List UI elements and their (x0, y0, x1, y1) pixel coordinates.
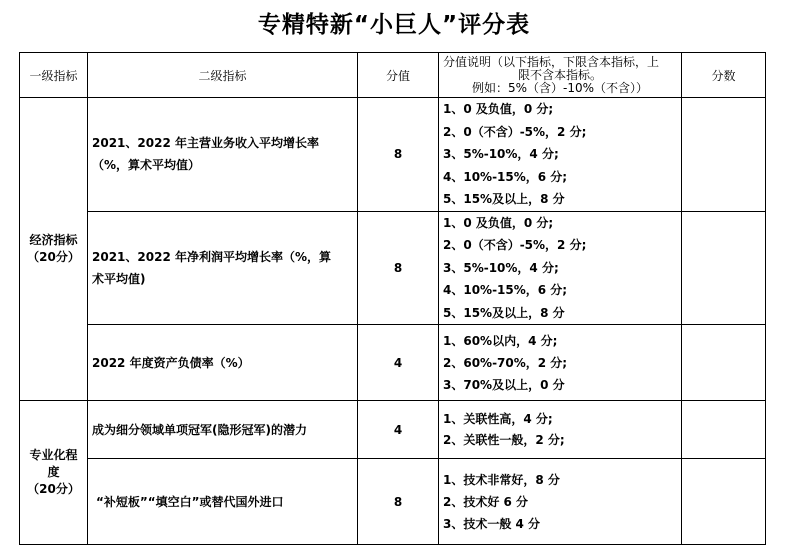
indicator-cell (88, 325, 358, 401)
header-score-notes (439, 53, 682, 98)
table-header-row (20, 53, 766, 98)
score-notes-cell (439, 211, 682, 325)
group-economic (20, 98, 88, 401)
score-cell[interactable] (682, 325, 766, 401)
group-weight: （20分） (27, 482, 80, 496)
indicator-text: 2021、2022 年净利润平均增长率（%，算 (92, 249, 331, 264)
score-cell[interactable] (682, 98, 766, 212)
score-notes-cell (439, 401, 682, 459)
note-line: 2、60%-70%，2 分; (443, 355, 568, 370)
header-note-line2: 限不含本指标。 (517, 67, 602, 82)
indicator-cell (88, 211, 358, 325)
score-value-cell: 4 (358, 325, 439, 401)
score-cell[interactable] (682, 459, 766, 545)
group-weight: （20分） (27, 250, 80, 264)
group-name: 经济指标 (29, 233, 78, 247)
page-title: 专精特新“小巨人”评分表 (257, 12, 531, 38)
table-row (20, 98, 766, 212)
note-line: 1、60%以内，4 分; (443, 333, 558, 348)
note-line: 5、15%及以上，8 分 (443, 192, 565, 206)
group-specialization (20, 401, 88, 545)
score-value-cell: 8 (358, 98, 439, 212)
note-line: 1、关联性高，4 分; (443, 411, 553, 426)
header-note-line3: 例如：5%（含）-10%（不含）） (471, 80, 649, 95)
indicator-text: 2021、2022 年主营业务收入平均增长率 (92, 136, 319, 151)
score-notes-cell (439, 459, 682, 545)
header-note-line1: 分值说明（以下指标，下限含本指标，上 (443, 54, 660, 69)
note-line: 3、5%-10%，4 分; (443, 147, 559, 161)
note-line: 2、技术好 6 分 (443, 494, 529, 509)
note-line: 3、70%及以上，0 分 (443, 377, 565, 392)
indicator-text: （%，算术平均值） (92, 158, 201, 173)
header-score: 分数 (682, 53, 766, 98)
group-name: 专业化程度 (29, 448, 78, 479)
indicator-text: 术平均值) (92, 271, 146, 286)
score-notes-cell (439, 325, 682, 401)
score-cell[interactable] (682, 401, 766, 459)
header-level2: 二级指标 (88, 53, 358, 98)
score-notes-cell (439, 98, 682, 212)
note-line: 4、10%-15%，6 分; (443, 169, 568, 184)
score-value-cell: 4 (358, 401, 439, 459)
scoring-table (19, 52, 766, 545)
note-line: 4、10%-15%，6 分; (443, 283, 568, 297)
score-cell[interactable] (682, 211, 766, 325)
note-line: 1、0 及负值，0 分; (443, 102, 554, 116)
indicator-text: 成为细分领域单项冠军(隐形冠军)的潜力 (92, 422, 307, 437)
note-line: 3、技术一般 4 分 (443, 516, 541, 531)
table-row (20, 459, 766, 545)
note-line: 3、5%-10%，4 分; (443, 260, 559, 275)
indicator-text: 2022 年度资产负债率（%） (92, 355, 250, 370)
indicator-cell (88, 459, 358, 545)
note-line: 1、技术非常好，8 分 (443, 472, 560, 487)
note-line: 2、关联性一般，2 分; (443, 432, 565, 447)
score-value-cell: 8 (358, 211, 439, 325)
table-row (20, 401, 766, 459)
note-line: 5、15%及以上，8 分 (443, 305, 565, 320)
indicator-text: “补短板”“填空白”或替代国外进口 (96, 494, 284, 509)
score-value-cell: 8 (358, 459, 439, 545)
note-line: 1、0 及负值，0 分; (443, 215, 554, 230)
table-row (20, 325, 766, 401)
header-score-value: 分值 (358, 53, 439, 98)
indicator-cell (88, 401, 358, 459)
header-level1: 一级指标 (20, 53, 88, 98)
note-line: 2、0（不含）-5%，2 分; (443, 238, 587, 252)
table-row (20, 211, 766, 325)
note-line: 2、0（不含）-5%，2 分; (443, 124, 587, 139)
indicator-cell (88, 98, 358, 212)
